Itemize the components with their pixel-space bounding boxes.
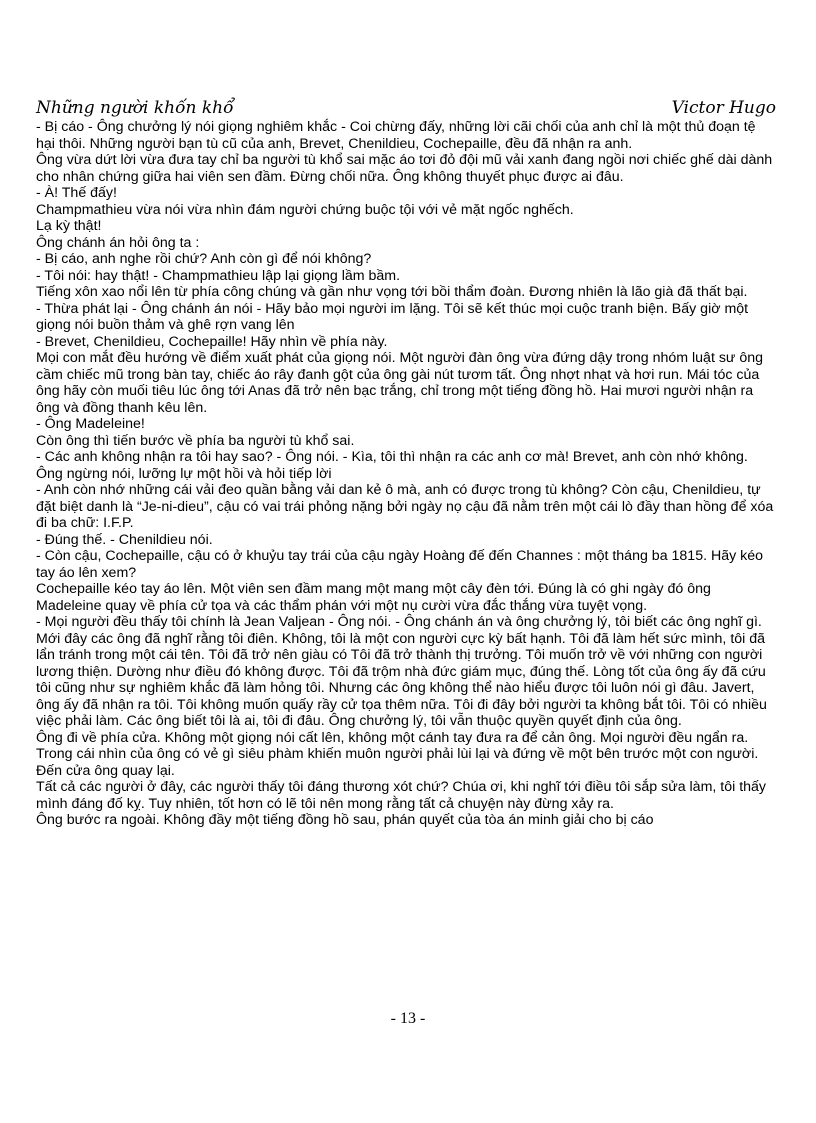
paragraph: - Còn cậu, Cochepaille, cậu có ở khuỷu tay trái của cậu ngày Hoàng đế đến Channes : một tháng ba 1815. Hãy kéo tay áo lên xem? (36, 548, 764, 581)
paragraph: - Bị cáo - Ông chưởng lý nói giọng nghiêm khắc - Coi chừng đấy, những lời cãi chối của anh chỉ là một thủ đoạn tệ hại thôi. Những người bạn tù cũ của anh, Brevet, Chenildieu, Cochepaille, đều đã nhận ra anh. (36, 119, 756, 152)
paragraph: - Mọi người đều thấy tôi chính là Jean Valjean - Ông nói. - Ông chánh án và ông chưởng lý, tôi biết các ông nghĩ gì. Mới đây các ông đã nghĩ rằng tôi điên. Không, tôi là một con người cực kỳ bất hạnh. Tôi đã làm hết sức mình, tôi đã lẩn tránh trong một cái tên. Tôi đã trở nên giàu có Tôi đã trở thành thị trưởng. Tôi muốn trở về với những con người lương thiện. Dường như điều đó không được. Tôi đã trộm nhà đức giám mục, đúng thế. Lòng tốt của ông ấy đã cứu tôi cũng như sự nghiêm khắc đã làm hỏng tôi. Nhưng các ông không thể nào hiểu được tôi luôn nói gì đâu. Javert, ông ấy đã nhận ra tôi. Tôi không muốn quấy rầy cử tọa thêm nữa. Tôi đi đây bởi người ta không bắt tôi. Tôi có nhiều việc phải làm. Các ông biết tôi là ai, tôi đi đâu. Ông chưởng lý, tôi vẫn thuộc quyền quyết định của ông. (36, 614, 767, 729)
book-author: Victor Hugo (671, 98, 776, 118)
paragraph: Champmathieu vừa nói vừa nhìn đám người chứng buộc tội với vẻ mặt ngốc nghếch. (36, 201, 574, 218)
paragraph: - Đúng thế. - Chenildieu nói. (36, 531, 213, 548)
paragraph: - Thừa phát lại - Ông chánh án nói - Hãy bảo mọi người im lặng. Tôi sẽ kết thúc mọi cuộc tranh biện. Bấy giờ một giọng nói buồn thảm và ghê rợn vang lên (36, 300, 749, 333)
paragraph: - Brevet, Chenildieu, Cochepaille! Hãy nhìn về phía này. (36, 333, 388, 350)
paragraph: Cochepaille kéo tay áo lên. Một viên sen đầm mang một mang một cây đèn tới. Đúng là có ghi ngày đó ông Madeleine quay về phía cử tọa và các thẩm phán với một nụ cười vừa đắc thắng vừa tuyệt vọng. (36, 581, 711, 614)
paragraph: - Bị cáo, anh nghe rồi chứ? Anh còn gì để nói không? (36, 251, 372, 267)
paragraph: Ông chánh án hỏi ông ta : (36, 234, 200, 251)
paragraph: Tiếng xôn xao nổi lên từ phía công chúng và gần như vọng tới bồi thẩm đoàn. Đương nhiên là lão già đã thất bại. (36, 284, 748, 300)
body-text (36, 119, 776, 829)
paragraph: Tất cả các người ở đây, các người thấy tôi đáng thương xót chứ? Chúa ơi, khi nghĩ tới điều tôi sắp sửa làm, tôi thấy mình đáng đố kỵ. Tuy nhiên, tốt hơn có lẽ tôi nên mong rằng tất cả chuyện này đừng xảy ra. (36, 779, 767, 812)
paragraph: - Ông Madeleine! (36, 416, 145, 432)
paragraph: - Anh còn nhớ những cái vải đeo quần bằng vải dan kẻ ô mà, anh có được trong tù không? Còn cậu, Chenildieu, tự đặt biệt danh là “Je-ni-dieu”, cậu có vai trái phỏng nặng bởi ngày nọ cậu đã nằm trên một cái lò đầy than hồng để xóa đi ba chữ: I.F.P. (36, 482, 774, 531)
paragraph: - Các anh không nhận ra tôi hay sao? - Ông nói. - Kìa, tôi thì nhận ra các anh cơ mà! Brevet, anh còn nhớ không. (36, 449, 748, 465)
paragraph: Ông ngừng nói, lưỡng lự một hồi và hỏi tiếp lời (36, 465, 332, 482)
paragraph: - Tôi nói: hay thật! - Champmathieu lập lại giọng lầm bầm. (36, 267, 401, 284)
running-header (36, 98, 776, 118)
paragraph: Lạ kỳ thật! (36, 218, 102, 234)
paragraph: Ông đi về phía cửa. Không một giọng nói cất lên, không một cánh tay đưa ra để cản ông. Mọi người đều ngẩn ra. Trong cái nhìn của ông có vẻ gì siêu phàm khiến muôn người phải lùi lại và đứng về một bên trước một con người. Đến cửa ông quay lại. (36, 729, 759, 779)
paragraph: - À! Thế đấy! (36, 185, 117, 201)
page-number: - 13 - (390, 1010, 426, 1027)
paragraph: Mọi con mắt đều hướng về điểm xuất phát của giọng nói. Một người đàn ông vừa đứng dậy trong nhóm luật sư ông cầm chiếc mũ trong bàn tay, chiếc áo rây đanh gột của ông gài nút tươm tất. Ông nhợt nhạt và hơi run. Mái tóc của ông hãy còn muối tiêu lúc ông tới Anas đã trở nên bạc trắng, chỉ trong một tiếng đồng hồ. Hai mươi người nhận ra ông và đồng thanh kêu lên. (36, 350, 764, 416)
paragraph: Ông bước ra ngoài. Không đầy một tiếng đồng hồ sau, phán quyết của tòa án minh giải cho bị cáo (36, 812, 654, 828)
paragraph: Ông vừa dứt lời vừa đưa tay chỉ ba người tù khổ sai mặc áo tơi đỏ đội mũ vải xanh đang ngồi nơi chiếc ghế dài dành cho nhân chứng giữa hai viên sen đầm. Đừng chối nữa. Ông không thuyết phục được ai đâu. (36, 152, 773, 185)
book-title: Những người khốn khổ (36, 98, 234, 118)
paragraph: Còn ông thì tiến bước về phía ba người tù khổ sai. (36, 432, 355, 449)
